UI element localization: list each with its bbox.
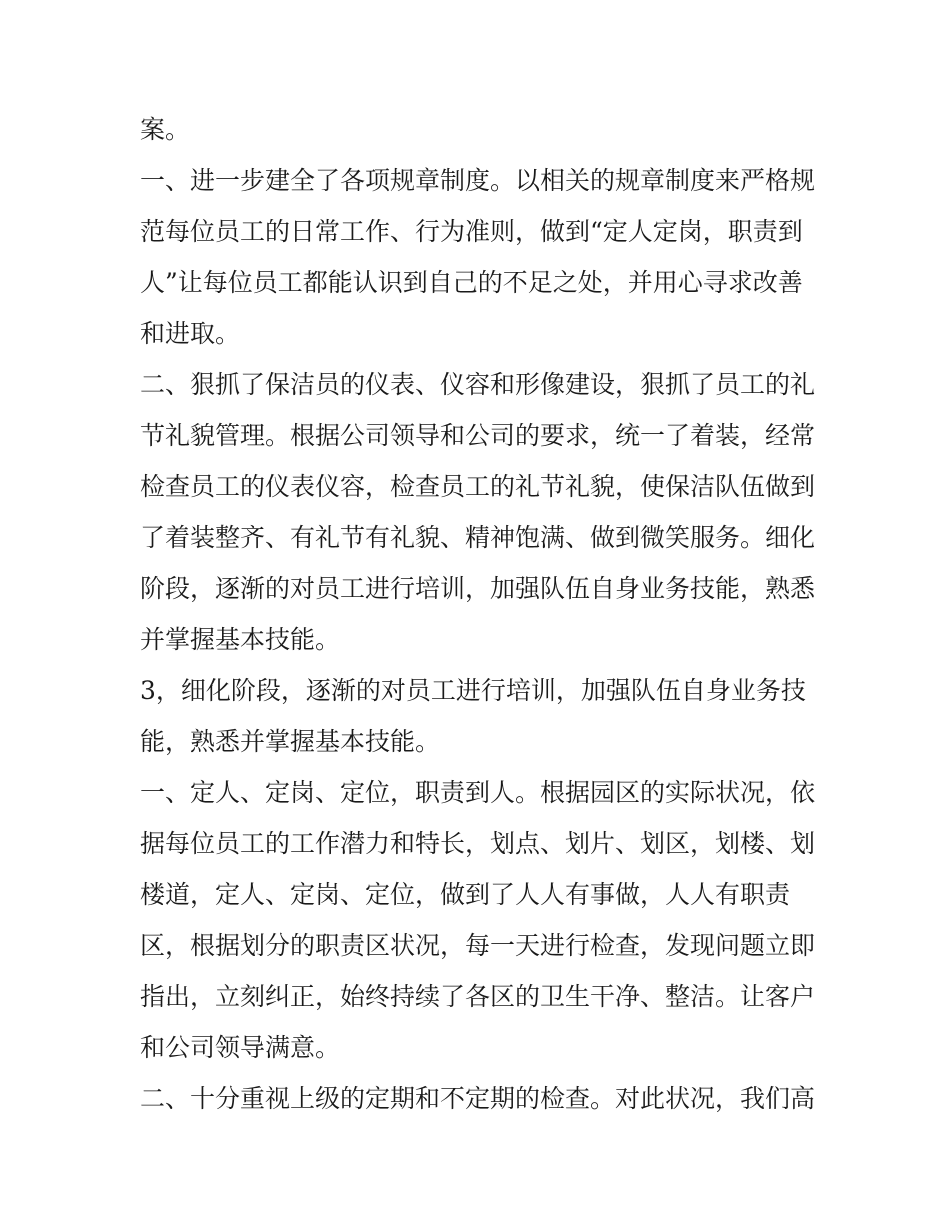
text-line: 案。 [140,115,191,144]
document-body [140,108,815,1128]
text-line: 阶段，逐渐的对员工进行培训，加强队伍自身业务技能，熟悉 [140,574,815,603]
text-line: 楼道，定人、定岗、定位，做到了人人有事做，人人有职责 [140,880,791,909]
text-line: 节礼貌管理。根据公司领导和公司的要求，统一了着装，经常 [140,421,815,450]
text-line: 检查员工的仪表仪容，检查员工的礼节礼貌，使保洁队伍做到 [140,472,815,501]
text-line: 据每位员工的工作潜力和特长，划点、划片、划区，划楼、划 [140,829,815,858]
text-line: 一、进一步建全了各项规章制度。以相关的规章制度来严格规 [140,166,815,195]
text-line: 3，细化阶段，逐渐的对员工进行培训，加强队伍自身业务技 [140,676,806,705]
text-line: 范每位员工的日常工作、行为准则，做到“定人定岗，职责到 [140,217,803,246]
text-line: 和公司领导满意。 [140,1033,341,1062]
text-line: 了着装整齐、有礼节有礼貌、精神饱满、做到微笑服务。细化 [140,523,815,552]
text-line: 指出，立刻纠正，始终持续了各区的卫生干净、整洁。让客户 [140,982,815,1011]
text-line: 和进取。 [140,319,241,348]
text-line: 一、定人、定岗、定位，职责到人。根据园区的实际状况，依 [140,778,815,807]
text-line: 区，根据划分的职责区状况，每一天进行检查，发现问题立即 [140,931,815,960]
text-line: 人”让每位员工都能认识到自己的不足之处，并用心寻求改善 [140,268,803,297]
text-line: 二、十分重视上级的定期和不定期的检查。对此状况，我们高 [140,1084,815,1113]
text-line: 能，熟悉并掌握基本技能。 [140,727,441,756]
text-line: 二、狠抓了保洁员的仪表、仪容和形像建设，狠抓了员工的礼 [140,370,815,399]
text-line: 并掌握基本技能。 [140,625,341,654]
